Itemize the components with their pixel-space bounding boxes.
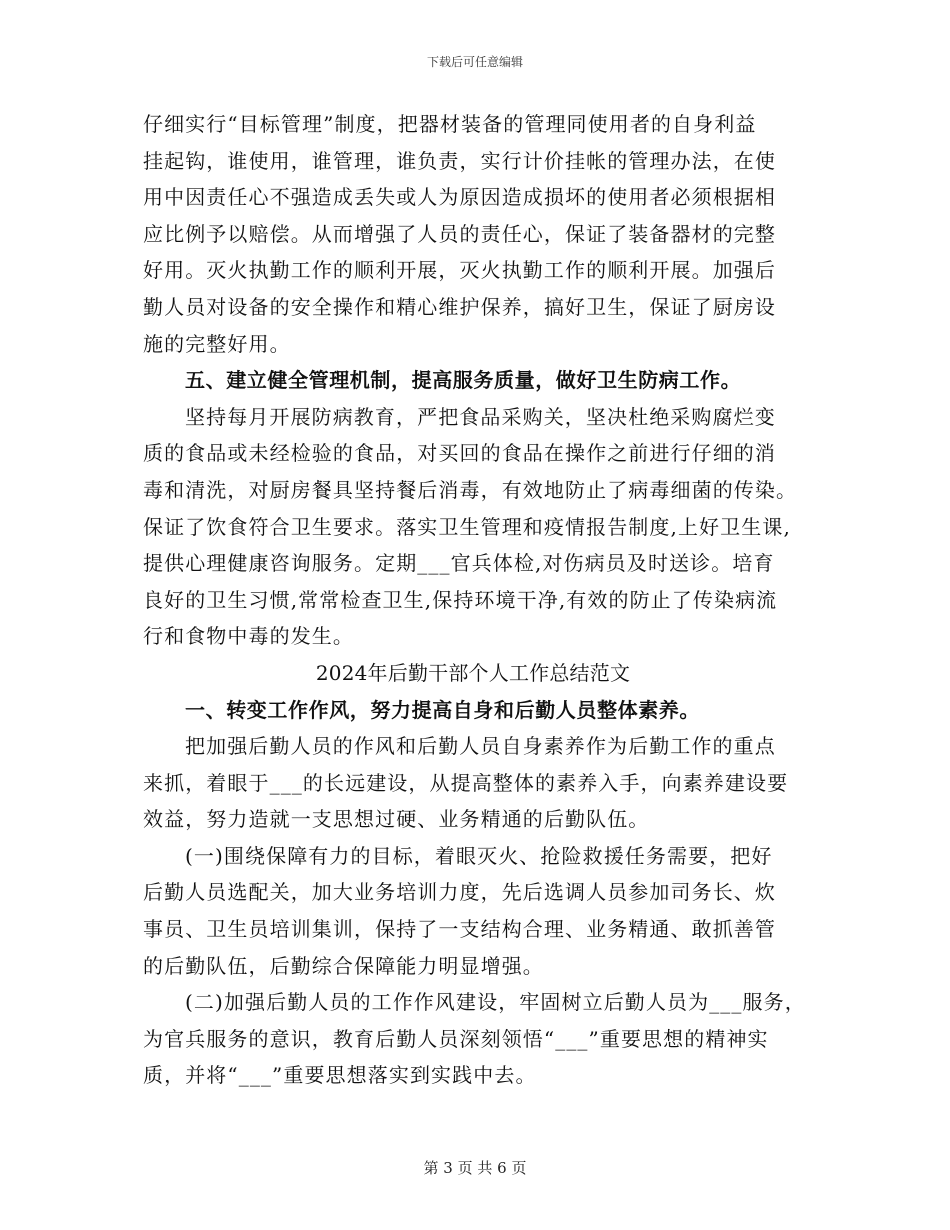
paragraph-line: 良好的卫生习惯,常常检查卫生,保持环境干净,有效的防止了传染病流 [143, 587, 778, 612]
paragraph-line: (一)围绕保障有力的目标，着眼灭火、抢险救援任务需要，把好 [185, 843, 773, 868]
paragraph-line: 质的食品或未经检验的食品，对买回的食品在操作之前进行仔细的消 [143, 441, 776, 466]
paragraph-line: 施的完整好用。 [143, 331, 291, 356]
section-heading: 五、建立健全管理机制，提高服务质量，做好卫生防病工作。 [185, 368, 742, 393]
paragraph-line: 用中因责任心不强造成丢失或人为原因造成损坏的使用者必须根据相 [143, 185, 776, 210]
paragraph-line: 勤人员对设备的安全操作和精心维护保养，搞好卫生，保证了厨房设 [143, 294, 776, 319]
paragraph-line: 应比例予以赔偿。从而增强了人员的责任心，保证了装备器材的完整 [143, 221, 776, 246]
paragraph-line: 保证了饮食符合卫生要求。落实卫生管理和疫情报告制度,上好卫生课, [143, 514, 791, 539]
paragraph-line: 坚持每月开展防病教育，严把食品采购关，坚决杜绝采购腐烂变 [185, 404, 776, 429]
paragraph-line: 毒和清洗，对厨房餐具坚持餐后消毒，有效地防止了病毒细菌的传染。 [143, 477, 798, 502]
paragraph-line: 来抓，着眼于___的长远建设，从提高整体的素养入手，向素养建设要 [143, 770, 789, 795]
paragraph-line: 为官兵服务的意识，教育后勤人员深刻领悟“___”重要思想的精神实 [143, 1026, 769, 1051]
section-heading: 一、转变工作作风，努力提高自身和后勤人员整体素养。 [185, 697, 700, 722]
paragraph-line: 挂起钩，谁使用，谁管理，谁负责，实行计价挂帐的管理办法，在使 [143, 148, 776, 173]
document-title: 2024年后勤干部个人工作总结范文 [315, 660, 631, 685]
paragraph-line: 好用。灭火执勤工作的顺利开展，灭火执勤工作的顺利开展。加强后 [143, 258, 776, 283]
page-number-footer: 第 3 页 共 6 页 [423, 1159, 527, 1177]
document-body [143, 106, 806, 1094]
paragraph-line: (二)加强后勤人员的工作作风建设，牢固树立后勤人员为___服务， [185, 990, 806, 1015]
paragraph-line: 后勤人员选配关，加大业务培训力度，先后选调人员参加司务长、炊 [143, 880, 776, 905]
page-header: 下载后可任意编辑 [426, 55, 523, 69]
paragraph-line: 效益，努力造就一支思想过硬、业务精通的后勤队伍。 [143, 807, 650, 832]
paragraph-line: 事员、卫生员培训集训，保持了一支结构合理、业务精通、敢抓善管 [143, 917, 776, 942]
paragraph-line: 仔细实行“目标管理”制度，把器材装备的管理同使用者的自身利益 [143, 112, 757, 136]
paragraph-line: 把加强后勤人员的作风和后勤人员自身素养作为后勤工作的重点 [185, 734, 776, 759]
paragraph-line: 行和食物中毒的发生。 [143, 624, 354, 649]
paragraph-line: 质，并将“___”重要思想落实到实践中去。 [143, 1063, 537, 1088]
paragraph-line: 提供心理健康咨询服务。定期___官兵体检,对伤病员及时送诊。培育 [143, 551, 775, 576]
paragraph-line: 的后勤队伍，后勤综合保障能力明显增强。 [143, 953, 544, 978]
